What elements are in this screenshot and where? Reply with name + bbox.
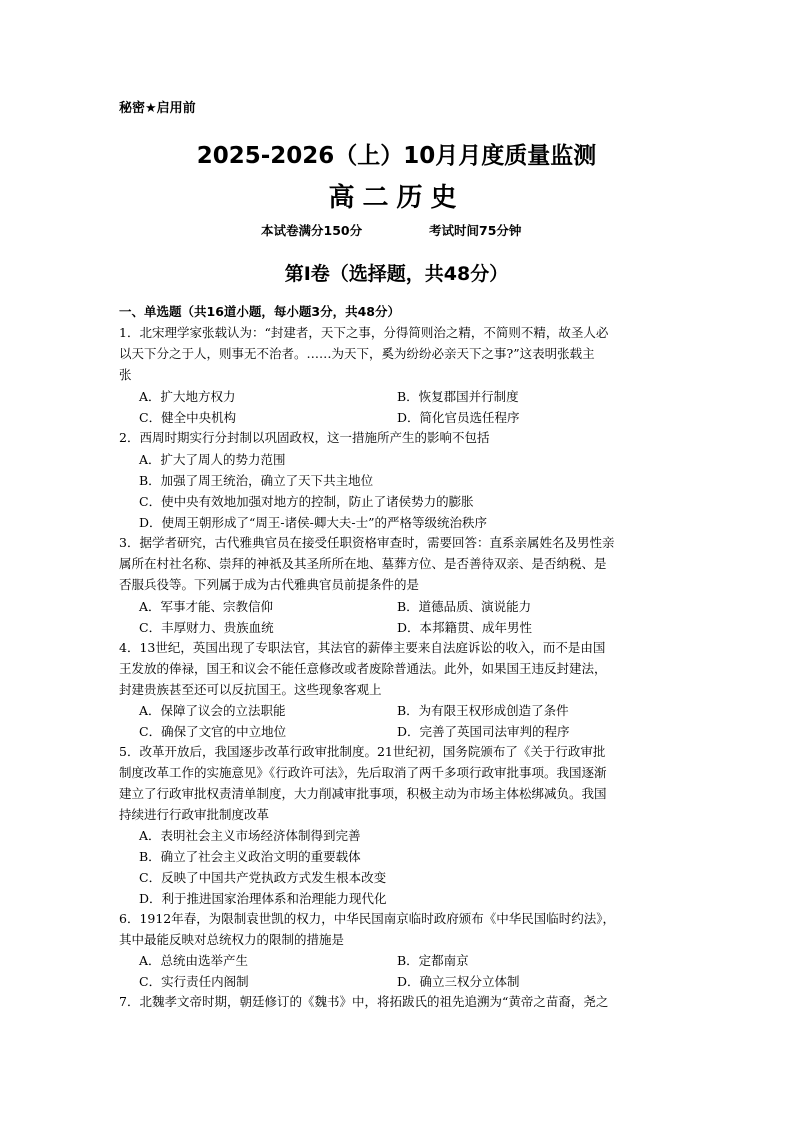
question-1-line: 以天下分之于人，则事无不治者。……为天下，奚为纷纷必亲天下之事?”这表明张载主 <box>119 346 595 361</box>
question-3-line: 3．据学者研究，古代雅典官员在接受任职资格审查时，需要回答：直系亲属姓名及男性亲 <box>119 535 615 550</box>
question-3-option-a: A．军事才能、宗教信仰 <box>139 599 274 614</box>
question-2-option-b: B．加强了周王统治，确立了天下共主地位 <box>139 473 374 488</box>
confidential-label: 秘密★启用前 <box>119 101 196 116</box>
question-6-option-c: C．实行责任内阁制 <box>139 974 249 989</box>
full-score: 本试卷满分150分 <box>261 223 363 238</box>
question-2-option-a: A．扩大了周人的势力范围 <box>139 452 286 467</box>
question-4-option-b: B．为有限王权形成创造了条件 <box>397 703 569 718</box>
question-4-option-c: C．确保了文官的中立地位 <box>139 724 287 739</box>
question-5-option-a: A．表明社会主义市场经济体制得到完善 <box>139 828 361 843</box>
question-5-option-d: D．利于推进国家治理体系和治理能力现代化 <box>139 891 387 906</box>
question-6-line: 6．1912年春，为限制袁世凯的权力，中华民国南京临时政府颁布《中华民国临时约法》， <box>119 911 616 926</box>
question-3-line: 属所在村社名称、崇拜的神祇及其圣所所在地、墓葬方位、是否善待双亲、是否纳税、是 <box>119 556 607 571</box>
question-1-option-d: D．简化官员选任程序 <box>397 410 520 425</box>
question-6-line: 其中最能反映对总统权力的限制的措施是 <box>119 932 345 947</box>
question-4-line: 王发放的俸禄，国王和议会不能任意修改或者废除普通法。此外，如果国王违反封建法， <box>119 661 607 676</box>
question-5-line: 持续进行行政审批制度改革 <box>119 807 270 822</box>
question-1-line: 1．北宋理学家张载认为：“封建者，天下之事，分得简则治之精，不简则不精，故圣人必 <box>119 325 609 340</box>
time-limit: 考试时间75分钟 <box>429 223 522 238</box>
question-7-line: 7．北魏孝文帝时期，朝廷修订的《魏书》中，将拓跋氏的祖先追溯为“黄帝之苗裔，尧之 <box>119 994 609 1009</box>
question-6-option-b: B．定都南京 <box>397 953 469 968</box>
question-4-line: 封建贵族甚至还可以反抗国王。这些现象客观上 <box>119 682 382 697</box>
question-5-line: 制度改革工作的实施意见》《行政许可法》，先后取消了两千多项行政审批事项。我国逐渐 <box>119 765 607 780</box>
question-5-option-c: C．反映了中国共产党执政方式发生根本改变 <box>139 870 387 885</box>
question-3-option-d: D．本邦籍贯、成年男性 <box>397 620 533 635</box>
question-2-line: 2．西周时期实行分封制以巩固政权，这一措施所产生的影响不包括 <box>119 430 490 445</box>
question-3-line: 否服兵役等。下列属于成为古代雅典官员前提条件的是 <box>119 577 420 592</box>
question-5-option-b: B．确立了社会主义政治文明的重要载体 <box>139 849 361 864</box>
subject-title: 高二历史 <box>328 183 465 213</box>
question-3-option-c: C．丰厚财力、贵族血统 <box>139 620 274 635</box>
question-1-option-a: A．扩大地方权力 <box>139 389 236 404</box>
question-4-line: 4．13世纪，英国出现了专职法官，其法官的薪俸主要来自法庭诉讼的收入，而不是由国 <box>119 640 606 655</box>
question-1-option-c: C．健全中央机构 <box>139 410 237 425</box>
question-2-option-c: C．使中央有效地加强对地方的控制，防止了诸侯势力的膨胀 <box>139 494 474 509</box>
question-5-line: 5．改革开放后，我国逐步改革行政审批制度。21世纪初，国务院颁布了《关于行政审批 <box>119 744 606 759</box>
part-title: 第Ⅰ卷（选择题，共48分） <box>284 263 509 285</box>
question-4-option-a: A．保障了议会的立法职能 <box>139 703 286 718</box>
exam-title: 2025-2026（上）10月月度质量监测 <box>196 143 597 169</box>
question-6-option-d: D．确立三权分立体制 <box>397 974 520 989</box>
question-1-line: 张 <box>119 367 132 382</box>
question-2-option-d: D．使周王朝形成了“周王-诸侯-卿大夫-士”的严格等级统治秩序 <box>139 515 487 530</box>
question-3-option-b: B．道德品质、演说能力 <box>397 599 532 614</box>
question-4-option-d: D．完善了英国司法审判的程序 <box>397 724 570 739</box>
question-5-line: 建立了行政审批权责清单制度，大力削减审批事项，积极主动为市场主体松绑减负。我国 <box>119 786 607 801</box>
question-6-option-a: A．总统由选举产生 <box>139 953 249 968</box>
section-heading: 一、单选题（共16道小题，每小题3分，共48分） <box>119 304 400 319</box>
question-1-option-b: B．恢复郡国并行制度 <box>397 389 519 404</box>
